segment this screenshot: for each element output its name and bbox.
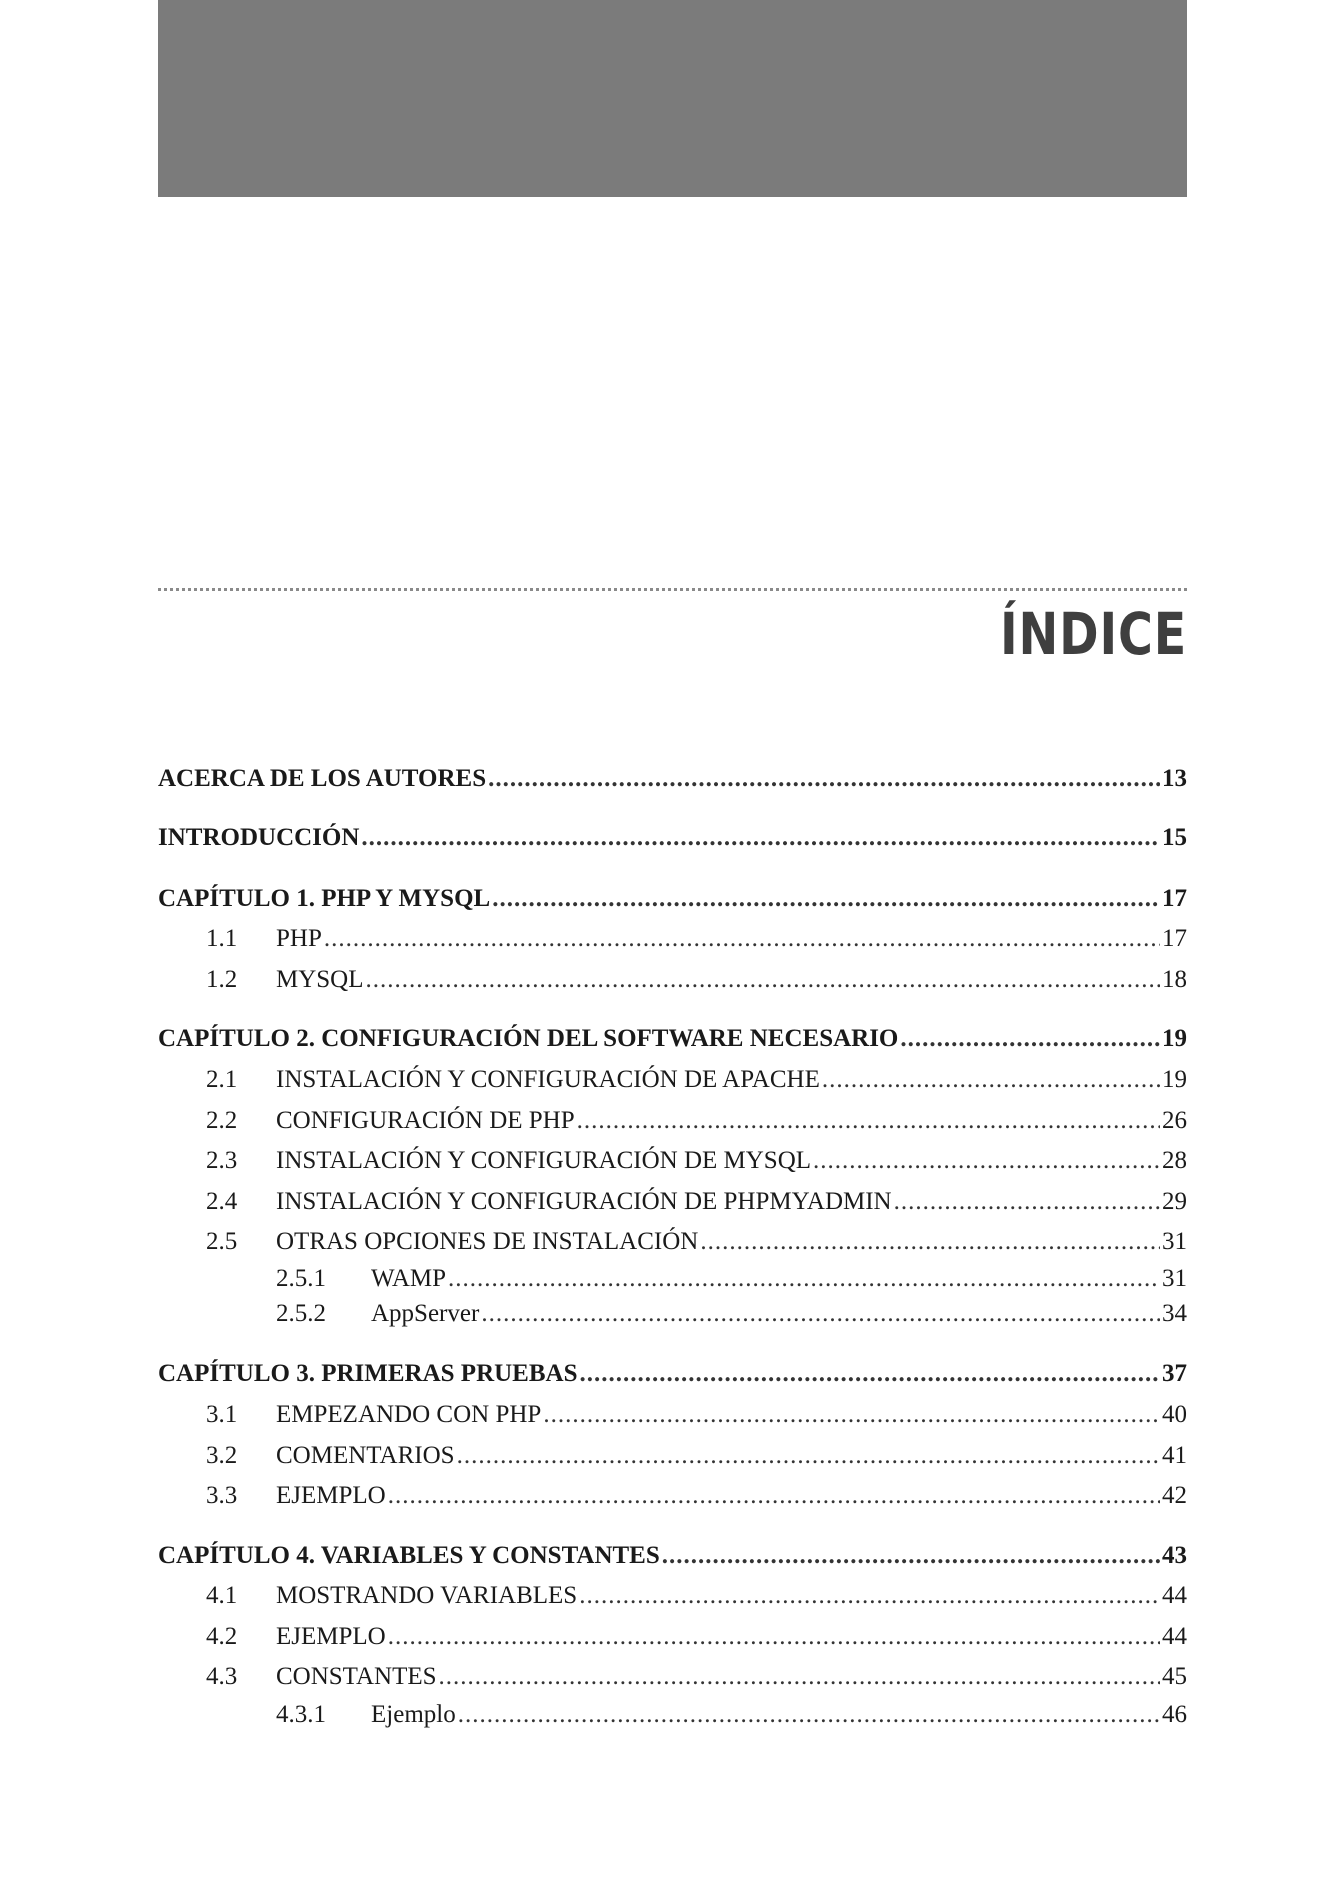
toc-entry-number: 4.3: [206, 1663, 238, 1690]
toc-entry-page-number: 26: [1162, 1107, 1187, 1134]
toc-entry-chapter[interactable]: [158, 1542, 1187, 1578]
dot-leader: [579, 1360, 1160, 1388]
toc-entry-section[interactable]: [158, 1107, 1187, 1143]
toc-entry-chapter[interactable]: [158, 1360, 1187, 1396]
dot-leader: [577, 1107, 1160, 1135]
dot-leader: [361, 824, 1160, 852]
toc-entry-subsection[interactable]: [158, 1265, 1187, 1301]
toc-entry-page-number: 18: [1162, 966, 1187, 993]
dot-leader: [488, 765, 1160, 793]
toc-entry-section[interactable]: [158, 925, 1187, 961]
header-banner: [158, 0, 1187, 197]
toc-entry-page-number: 13: [1162, 765, 1187, 792]
dot-leader: [543, 1401, 1160, 1429]
dot-leader: [700, 1228, 1160, 1256]
toc-entry-page-number: 44: [1162, 1623, 1187, 1650]
toc-entry-page-number: 40: [1162, 1401, 1187, 1428]
toc-entry-label: CONFIGURACIÓN DE PHP: [276, 1107, 575, 1134]
toc-entry-label: CAPÍTULO 3. PRIMERAS PRUEBAS: [158, 1360, 578, 1387]
toc-entry-page-number: 42: [1162, 1482, 1187, 1509]
toc-entry-number: 2.5: [206, 1228, 238, 1255]
toc-entry-label: Ejemplo: [371, 1701, 456, 1728]
dot-leader: [894, 1188, 1160, 1216]
toc-entry-label: CAPÍTULO 1. PHP Y MYSQL: [158, 885, 491, 912]
dotted-divider: [158, 588, 1187, 591]
toc-entry-section[interactable]: [158, 1066, 1187, 1102]
toc-entry-section[interactable]: [158, 1663, 1187, 1699]
toc-entry-section[interactable]: [158, 1401, 1187, 1437]
dot-leader: [458, 1701, 1160, 1729]
toc-entry-label: EJEMPLO: [276, 1482, 386, 1509]
toc-entry-number: 2.4: [206, 1188, 238, 1215]
toc-entry-section[interactable]: [158, 1147, 1187, 1183]
toc-entry-chapter[interactable]: [158, 1025, 1187, 1061]
dot-leader: [813, 1147, 1160, 1175]
page-title: ÍNDICE: [1000, 600, 1187, 668]
toc-entry-section[interactable]: [158, 966, 1187, 1002]
toc-entry-section[interactable]: [158, 1623, 1187, 1659]
toc-entry-page-number: 37: [1162, 1360, 1187, 1387]
toc-entry-label: CAPÍTULO 4. VARIABLES Y CONSTANTES: [158, 1542, 660, 1569]
toc-entry-page-number: 31: [1162, 1265, 1187, 1292]
dot-leader: [579, 1582, 1160, 1610]
toc-entry-label: EJEMPLO: [276, 1623, 386, 1650]
toc-entry-section[interactable]: [158, 1442, 1187, 1478]
toc-entry-number: 3.2: [206, 1442, 238, 1469]
toc-entry-label: CONSTANTES: [276, 1663, 437, 1690]
toc-entry-page-number: 41: [1162, 1442, 1187, 1469]
toc-entry-chapter[interactable]: [158, 824, 1187, 860]
dot-leader: [324, 925, 1160, 953]
toc-entry-label: COMENTARIOS: [276, 1442, 455, 1469]
toc-entry-page-number: 29: [1162, 1188, 1187, 1215]
toc-entry-number: 4.3.1: [276, 1701, 326, 1728]
dot-leader: [662, 1542, 1160, 1570]
toc-entry-page-number: 17: [1162, 885, 1187, 912]
toc-entry-number: 2.3: [206, 1147, 238, 1174]
toc-entry-label: INTRODUCCIÓN: [158, 824, 360, 851]
toc-entry-label: PHP: [276, 925, 322, 952]
toc-entry-page-number: 28: [1162, 1147, 1187, 1174]
toc-entry-label: OTRAS OPCIONES DE INSTALACIÓN: [276, 1228, 699, 1255]
toc-entry-page-number: 45: [1162, 1663, 1187, 1690]
toc-entry-section[interactable]: [158, 1188, 1187, 1224]
toc-entry-label: AppServer: [371, 1300, 480, 1327]
toc-entry-label: INSTALACIÓN Y CONFIGURACIÓN DE PHPMYADMIN: [276, 1188, 892, 1215]
dot-leader: [448, 1265, 1160, 1293]
toc-entry-section[interactable]: [158, 1482, 1187, 1518]
dot-leader: [492, 885, 1160, 913]
toc-entry-label: MYSQL: [276, 966, 364, 993]
dot-leader: [439, 1663, 1160, 1691]
toc-entry-label: ACERCA DE LOS AUTORES: [158, 765, 487, 792]
toc-entry-number: 2.5.1: [276, 1265, 326, 1292]
toc-entry-number: 1.1: [206, 925, 238, 952]
toc-entry-number: 3.3: [206, 1482, 238, 1509]
toc-entry-page-number: 15: [1162, 824, 1187, 851]
toc-entry-label: INSTALACIÓN Y CONFIGURACIÓN DE APACHE: [276, 1066, 820, 1093]
toc-entry-page-number: 19: [1162, 1066, 1187, 1093]
dot-leader: [481, 1300, 1160, 1328]
toc-entry-label: INSTALACIÓN Y CONFIGURACIÓN DE MYSQL: [276, 1147, 812, 1174]
toc-entry-page-number: 17: [1162, 925, 1187, 952]
dot-leader: [388, 1623, 1160, 1651]
toc-entry-label: CAPÍTULO 2. CONFIGURACIÓN DEL SOFTWARE NECESARIO: [158, 1025, 899, 1052]
toc-entry-page-number: 19: [1162, 1025, 1187, 1052]
dot-leader: [822, 1066, 1160, 1094]
toc-entry-number: 1.2: [206, 966, 238, 993]
dot-leader: [366, 966, 1160, 994]
toc-entry-page-number: 31: [1162, 1228, 1187, 1255]
toc-entry-label: WAMP: [371, 1265, 447, 1292]
toc-entry-number: 3.1: [206, 1401, 238, 1428]
toc-entry-page-number: 46: [1162, 1701, 1187, 1728]
dot-leader: [900, 1025, 1160, 1053]
dot-leader: [457, 1442, 1160, 1470]
toc-entry-number: 4.2: [206, 1623, 238, 1650]
toc-entry-chapter[interactable]: [158, 885, 1187, 921]
toc-entry-chapter[interactable]: [158, 765, 1187, 801]
toc-entry-section[interactable]: [158, 1228, 1187, 1264]
toc-entry-page-number: 43: [1162, 1542, 1187, 1569]
toc-entry-subsection[interactable]: [158, 1701, 1187, 1737]
toc-entry-number: 2.2: [206, 1107, 238, 1134]
toc-entry-number: 2.1: [206, 1066, 238, 1093]
toc-entry-section[interactable]: [158, 1582, 1187, 1618]
dot-leader: [388, 1482, 1160, 1510]
toc-entry-label: MOSTRANDO VARIABLES: [276, 1582, 578, 1609]
toc-entry-page-number: 44: [1162, 1582, 1187, 1609]
toc-entry-page-number: 34: [1162, 1300, 1187, 1327]
toc-entry-number: 2.5.2: [276, 1300, 326, 1327]
toc-entry-number: 4.1: [206, 1582, 238, 1609]
toc-entry-label: EMPEZANDO CON PHP: [276, 1401, 542, 1428]
toc-entry-subsection[interactable]: [158, 1300, 1187, 1336]
